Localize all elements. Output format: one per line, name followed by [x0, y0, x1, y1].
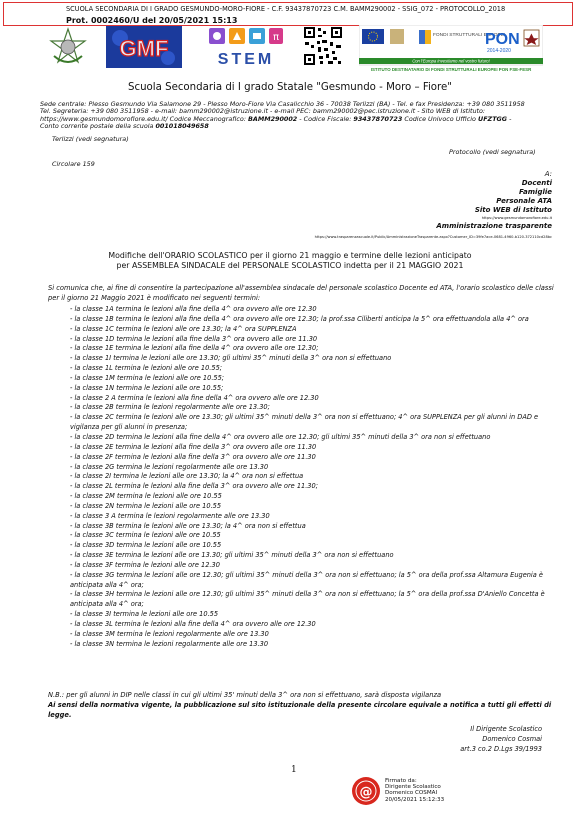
gmf-school-logo: [106, 26, 182, 68]
list-item: - la classe 1L termina le lezioni alle ore 10.55;: [70, 364, 223, 373]
list-item: - la classe 2L termina le lezioni alla fine della 3^ ora ovvero alle ore 11.30;: [70, 482, 318, 491]
dsig-line-4: 20/05/2021 15:12:33: [385, 796, 445, 803]
intro-paragraph: Si comunica che, ai fine di consentire la partecipazione all'assemblea sindacale del personale scolastico Docente ed ATA, l'orario scolastico delle classi per il giorno 21 Maggio 2021 è modificato nei seguenti termini:: [48, 284, 554, 302]
list-item: - la classe 3G termina le lezioni alle ore 12.30; gli ultimi 35^ minuti della 3^ ora non si effettuano; la 5^ ora della prof.ssa Altamura Eugenia è anticipata alla 4^ ora;: [70, 570, 543, 589]
list-item: - la classe 1N termina le lezioni alle ore 10.55;: [70, 383, 224, 392]
qr-code: [303, 26, 343, 66]
stamp-line-1: SCUOLA SECONDARIA DI I GRADO GESMUNDO-MORO-FIORE - C.F. 93437870723 C.M. BAMM290002 - SSIG_072 - PROTOCOLLO_2018: [66, 5, 506, 13]
list-item: - la classe 3I termina le lezioni alle ore 10.55: [70, 610, 219, 619]
list-item: - la classe 1I termina le lezioni alle ore 13.30; gli ultimi 35^ minuti della 3^ ora non si effettuano: [70, 354, 392, 363]
signature-role: Il Dirigente Scolastico: [470, 725, 542, 733]
recipient-famiglie: Famiglie: [519, 188, 552, 196]
svg-text:@: @: [359, 785, 373, 800]
dsig-line-1: Firmato da:: [385, 778, 417, 784]
digital-signature-text: [385, 778, 444, 803]
digital-signature-seal-icon: [351, 776, 381, 806]
list-item: - la classe 1M termina le lezioni alle ore 10.55;: [70, 373, 225, 382]
gmf-logo-text: GMF: [119, 36, 169, 61]
dsig-line-3: Domenico COSMAI: [385, 790, 438, 797]
list-item: - la classe 3D termina le lezioni alle ore 10.55: [70, 541, 222, 550]
subject-line-1: Modifiche dell'ORARIO SCOLASTICO per il giorno 21 maggio e termine delle lezioni anticipato: [108, 251, 472, 260]
list-item: - la classe 2I termina le lezioni alle ore 13.30; la 4^ ora non si effettua: [70, 472, 304, 481]
pon-years: 2014-2020: [487, 48, 511, 54]
list-item: - la classe 3N termina le lezioni regolarmente alle ore 13.30: [70, 639, 269, 648]
list-item: - la classe 2F termina le lezioni alla fine della 3^ ora ovvero alle ore 11.30: [70, 452, 316, 461]
page-number: 1: [291, 765, 297, 775]
address-site: https://www.gesmundomorofiore.edu.it/ Codice Meccanografico:: [40, 114, 249, 123]
address-line-1: Sede centrale: Plesso Gesmundo Via Salamone 29 - Plesso Moro-Fiore Via Casalicchio 36 - 70038 Terlizzi (BA) - Tel. e fax Presidenza: +39 080 3511958: [40, 100, 525, 108]
signature-law: art.3 co.2 D.Lgs 39/1993: [460, 745, 542, 753]
eu-caption: Con l'Europa investiamo nel vostro futuro!: [412, 58, 490, 64]
codice-ufficio: UFZTGG: [478, 114, 508, 123]
address-block: [40, 101, 545, 131]
protocol-stamp: [3, 2, 573, 26]
school-title: Scuola Secondaria di I grado Statale "Gesmundo - Moro – Fiore": [128, 82, 452, 93]
codice-meccanografico: BAMM290002: [248, 114, 298, 123]
stem-logo-text: STEM: [217, 51, 275, 68]
legal-note: Ai sensi della normativa vigente, la pubblicazione sul sito istituzionale della presente circolare equivale a notifica a tutti gli effetti di legge.: [48, 701, 552, 719]
list-item: - la classe 2E termina le lezioni alla fine della 3^ ora ovvero alle ore 11.30: [70, 442, 317, 451]
address-cf-label: - Codice Fiscale:: [297, 114, 354, 123]
address-line3-end: -: [507, 114, 512, 123]
list-item: - la classe 2 A termina le lezioni alla fine della 4^ ora ovvero alle ore 12.30: [70, 393, 319, 402]
address-line-4: [40, 123, 545, 130]
dsig-line-2: Dirigente Scolastico: [385, 784, 441, 791]
recipient-ata: Personale ATA: [496, 197, 552, 205]
subject: [60, 251, 520, 271]
place-date: Terlizzi (vedi segnatura): [52, 135, 129, 143]
stem-logo: [207, 26, 285, 68]
list-item: - la classe 2B termina le lezioni regolarmente alle ore 13.30;: [70, 403, 270, 412]
list-item: - la classe 3E termina le lezioni alle ore 13.30; gli ultimi 35^ minuti della 3^ ora non si effettuano: [70, 551, 394, 560]
trasparenza-url[interactable]: https://www.trasparenzascuole.it/Public/AmministrazioneTrasparente.aspx?Customer_ID=39fe7ace-0681-4960-b120-372110cd28bc: [314, 235, 552, 239]
ccp-label: Conto corrente postale della scuola: [40, 122, 156, 131]
list-item: - la classe 3M termina le lezioni regolarmente alle ore 13.30: [70, 629, 269, 638]
recipient-docenti: Docenti: [521, 179, 552, 187]
pon-logo-text: PON: [485, 31, 520, 48]
list-item: - la classe 3F termina le lezioni alle ore 12.30: [70, 560, 220, 569]
list-item: - la classe 2M termina le lezioni alle ore 10.55: [70, 492, 222, 501]
list-item: - la classe 2D termina le lezioni alla fine della 4^ ora ovvero alle ore 12.30; gli ultimi 35^ minuti della 3^ ora non si effettuano: [70, 432, 491, 441]
circolare-number: Circolare 159: [52, 160, 95, 168]
address-ufficio-label: Codice Univoco Ufficio: [402, 114, 478, 123]
nb-note: N.B.: per gli alunni in DIP nelle classi in cui gli ultimi 35' minuti della 3^ ora non si effettuano, sarà disposta vigilanza: [48, 691, 442, 699]
list-item: - la classe 3 A termina le lezioni regolarmente alle ore 13.30: [70, 511, 270, 520]
italian-emblem-icon: [48, 26, 88, 66]
recipients-label: A:: [544, 170, 552, 178]
list-item: - la classe 1B termina le lezioni alla fine della 4^ ora ovvero alle ore 12.30; la prof.ssa Ciliberti anticipa la 5^ ora effettuandola alla 4^ ora: [70, 314, 529, 323]
svg-text:π: π: [272, 32, 280, 43]
list-item: - la classe 1D termina le lezioni alla fine della 3^ ora ovvero alle ore 11.30: [70, 334, 318, 343]
list-item: - la classe 3B termina le lezioni alle ore 13.30; la 4^ ora non si effettua: [70, 521, 306, 530]
list-item: - la classe 2G termina le lezioni regolarmente alle ore 13.30: [70, 462, 269, 471]
list-item: - la classe 1E termina le lezioni alla fine della 4^ ora ovvero alle ore 12.30;: [70, 344, 319, 353]
list-item: - la classe 1C termina le lezioni alle ore 13.30; la 4^ ora SUPPLENZA: [70, 324, 297, 333]
list-item: - la classe 2N termina le lezioni alle ore 10.55: [70, 501, 222, 510]
codice-fiscale: 93437870723: [353, 114, 403, 123]
address-line-2: Tel. Segreteria: +39 080 3511958 - e-mail: bamm290002@istruzione.it - e-mail PEC: bamm290002@pec.istruzione.it - Sito WEB di Istituto:: [40, 107, 486, 116]
list-item: - la classe 3C termina le lezioni alle ore 10.55: [70, 531, 221, 540]
class-list: [70, 305, 560, 650]
subject-line-2: per ASSEMBLEA SINDACALE del PERSONALE SCOLASTICO indetta per il 21 MAGGIO 2021: [116, 261, 464, 270]
signature-block: [460, 724, 542, 754]
list-item: - la classe 1A termina le lezioni alla fine della 4^ ora ovvero alle ore 12.30: [70, 305, 317, 313]
fse-caption: ISTITUTO DESTINATARIO DI FONDI STRUTTURALI EUROPEI PON FSE-FESR: [370, 67, 532, 72]
fse-pon-banner: [359, 25, 543, 73]
recipient-sito: Sito WEB di Istituto: [474, 206, 552, 214]
stamp-line-2: Prot. 0002460/U del 20/05/2021 15:13: [66, 16, 238, 25]
fse-label: FONDI STRUTTURALI EUROPEI: [433, 33, 506, 38]
recipient-amministrazione: Amministrazione trasparente: [436, 222, 552, 230]
protocol-ref: Protocollo (vedi segnatura): [449, 148, 536, 156]
list-item: - la classe 3H termina le lezioni alle ore 12.30; gli ultimi 35^ minuti della 3^ ora non si effettuano; la 5^ ora della prof.ssa D'Aniello Concetta è anticipata alla 4^ ora;: [70, 590, 545, 609]
list-item: - la classe 2C termina le lezioni alle ore 13.30; gli ultimi 35^ minuti della 3^ ora non si effettuano; 4^ ora SUPPLENZA per gli alunni in DAD e vigilanza per gli alunni in presenza;: [70, 413, 539, 432]
ccp-number: 001018049658: [155, 122, 209, 131]
site-url[interactable]: https://www.gesmundomorofiore.edu.it: [481, 216, 552, 220]
list-item: - la classe 3L termina le lezioni alla fine della 4^ ora ovvero alle ore 12.30: [70, 620, 316, 628]
signature-name: Domenico Cosmai: [482, 735, 542, 743]
